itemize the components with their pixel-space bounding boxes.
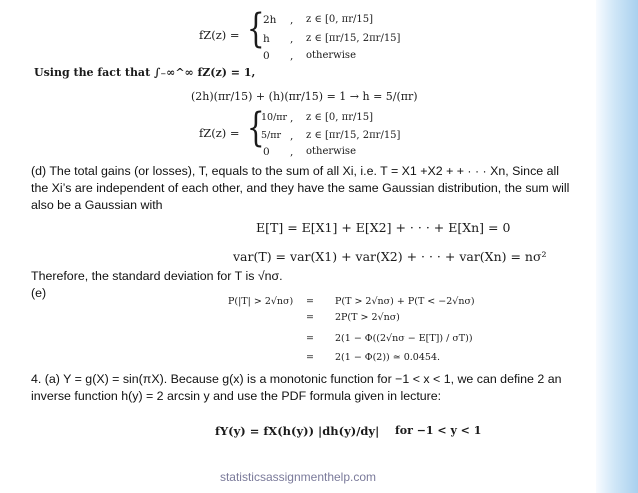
fz2-row3-sep: , xyxy=(290,146,294,158)
prob-rhs-3: 2(1 − Φ((2√nσ − E[T]) / σT)) xyxy=(335,333,473,344)
fz1-row3-sep: , xyxy=(290,50,294,62)
prob-eq-2: = xyxy=(306,312,314,323)
prob-eq-3: = xyxy=(306,333,314,344)
prob-eq-1: = xyxy=(306,296,314,307)
fz2-row1-sep: , xyxy=(290,112,294,124)
brace-2: { xyxy=(246,105,265,151)
fz2-row2-val: 5/πr xyxy=(261,130,282,141)
fz2-row3-val: 0 xyxy=(263,146,270,158)
prob-eq-4: = xyxy=(306,352,314,363)
prob-lhs: P(|T| > 2√nσ) xyxy=(228,296,294,307)
fz1-row1-sep: , xyxy=(290,14,294,26)
fz1-row2-val: h xyxy=(263,33,270,45)
fz1-row3-val: 0 xyxy=(263,50,270,62)
brace-1: { xyxy=(246,6,265,52)
fz1-row3-cond: otherwise xyxy=(306,50,356,61)
right-decorative-bar xyxy=(596,0,638,493)
h-equation: (2h)(πr/15) + (h)(πr/15) = 1 → h = 5/(πr) xyxy=(191,90,418,103)
fz1-row2-sep: , xyxy=(290,33,294,45)
prob-rhs-2: 2P(T > 2√nσ) xyxy=(335,312,400,323)
pdf-equation: fY(y) = fX(h(y)) |dh(y)/dy| xyxy=(215,424,380,438)
fz-lhs-1: fZ(z) = xyxy=(199,28,240,42)
part-e-label: (e) xyxy=(31,286,47,300)
therefore-text: Therefore, the standard deviation for T is √nσ. xyxy=(31,269,283,283)
fz2-row2-sep: , xyxy=(290,130,294,142)
fz2-row2-cond: z ∈ [πr/15, 2πr/15] xyxy=(306,130,401,141)
prob-rhs-1: P(T > 2√nσ) + P(T < −2√nσ) xyxy=(335,296,475,307)
footer-website: statisticsassignmenthelp.com xyxy=(219,470,377,484)
fz-lhs-2: fZ(z) = xyxy=(199,126,240,140)
expectation-equation: E[T] = E[X1] + E[X2] + · · · + E[Xn] = 0 xyxy=(256,220,511,235)
paragraph-4: 4. (a) Y = g(X) = sin(πX). Because g(x) is a monotonic function for −1 < x < 1, we can define 2 an inverse function h(y) = 2 arcsin y and use the PDF formula given in lecture: xyxy=(31,372,562,403)
fz1-row2-cond: z ∈ [πr/15, 2πr/15] xyxy=(306,33,401,44)
prob-rhs-4: 2(1 − Φ(2)) ≃ 0.0454. xyxy=(335,352,441,363)
fz1-row1-cond: z ∈ [0, πr/15] xyxy=(306,14,373,25)
paragraph-d: (d) The total gains (or losses), T, equals to the sum of all Xi, i.e. T = X1 +X2 + + · · · Xn, Since all the Xi’s are independent of each other, and they have the same Gaussian distribution, the sum will also be a Gaussian with xyxy=(31,164,570,212)
variance-equation: var(T) = var(X1) + var(X2) + · · · + var(Xn) = nσ² xyxy=(233,249,547,264)
pdf-condition: for −1 < y < 1 xyxy=(395,424,482,437)
fz2-row3-cond: otherwise xyxy=(306,146,356,157)
fz1-row1-val: 2h xyxy=(263,14,277,26)
fz2-row1-val: 10/πr xyxy=(261,112,288,123)
using-fact-text: Using the fact that ∫₋∞^∞ fZ(z) = 1, xyxy=(34,66,256,79)
fz2-row1-cond: z ∈ [0, πr/15] xyxy=(306,112,373,123)
